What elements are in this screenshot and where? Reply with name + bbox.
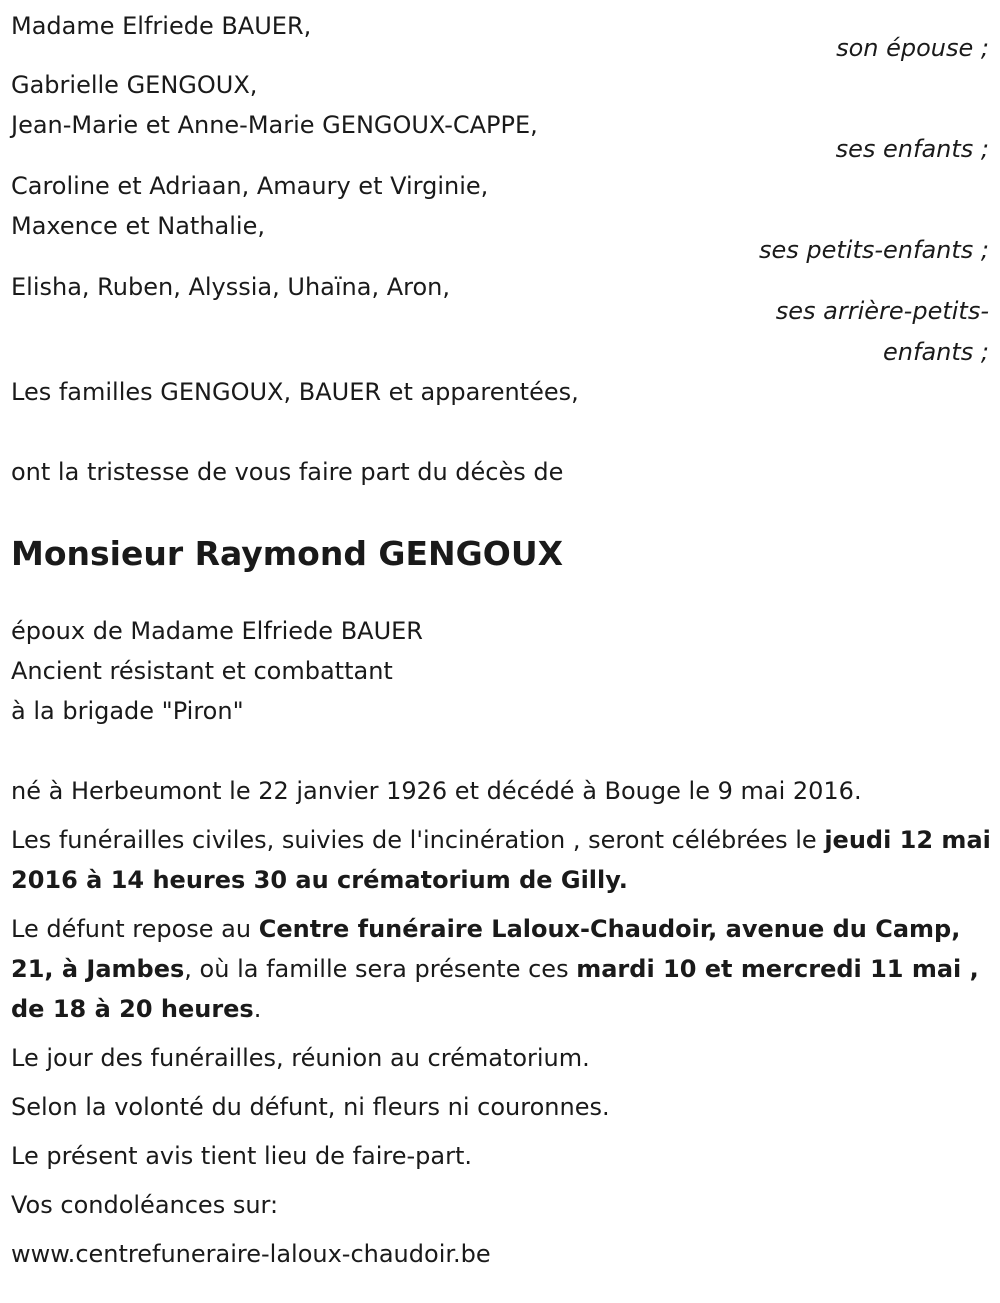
families-line: Les familles GENGOUX, BAUER et apparentées, — [11, 378, 579, 406]
grandchild-name: Maxence et Nathalie, — [11, 212, 265, 240]
funeral-paragraph — [11, 820, 991, 900]
grandchildren-role: ses petits-enfants ; — [758, 236, 989, 264]
announcement-line: ont la tristesse de vous faire part du décès de — [11, 458, 564, 486]
child-name: Gabrielle GENGOUX, — [11, 71, 258, 99]
spouse-role: son épouse ; — [836, 34, 989, 62]
obituary-notice — [11, 6, 991, 1283]
flowers-line: Selon la volonté du défunt, ni fleurs ni couronnes. — [11, 1093, 610, 1121]
great-grandchildren-role-line1: ses arrière-petits- — [775, 297, 989, 325]
birth-death-line: né à Herbeumont le 22 janvier 1926 et décédé à Bouge le 9 mai 2016. — [11, 777, 862, 805]
funeral-date-place: jeudi 12 mai 2016 à 14 heures 30 au crématorium de Gilly. — [11, 826, 991, 894]
notice-line: Le présent avis tient lieu de faire-part. — [11, 1142, 473, 1170]
deceased-name: Monsieur Raymond GENGOUX — [11, 534, 564, 573]
children-role: ses enfants ; — [835, 135, 989, 163]
meeting-line: Le jour des funérailles, réunion au crématorium. — [11, 1044, 590, 1072]
repose-text-mid: , où la famille sera présente ces — [184, 955, 577, 983]
repose-place: Centre funéraire Laloux-Chaudoir, avenue du Camp, 21, à Jambes — [11, 915, 961, 983]
funeral-text: Les funérailles civiles, suivies de l'incinération , seront célébrées le — [11, 826, 825, 854]
deceased-detail: Ancient résistant et combattant — [11, 657, 393, 685]
repose-paragraph — [11, 909, 991, 1029]
repose-text-end: . — [253, 995, 262, 1023]
great-grandchildren-role-line2: enfants ; — [883, 338, 989, 366]
condolences-website: www.centrefuneraire-laloux-chaudoir.be — [11, 1240, 491, 1268]
repose-text: Le défunt repose au — [11, 915, 259, 943]
spouse-name: Madame Elfriede BAUER, — [11, 12, 312, 40]
deceased-detail: époux de Madame Elfriede BAUER — [11, 617, 423, 645]
deceased-detail: à la brigade "Piron" — [11, 697, 244, 725]
condolences-label: Vos condoléances sur: — [11, 1191, 279, 1219]
great-grandchild-names: Elisha, Ruben, Alyssia, Uhaïna, Aron, — [11, 273, 450, 301]
child-name: Jean-Marie et Anne-Marie GENGOUX-CAPPE, — [11, 111, 538, 139]
repose-dates: mardi 10 et mercredi 11 mai , de 18 à 20 heures — [11, 955, 979, 1023]
grandchild-name: Caroline et Adriaan, Amaury et Virginie, — [11, 172, 489, 200]
